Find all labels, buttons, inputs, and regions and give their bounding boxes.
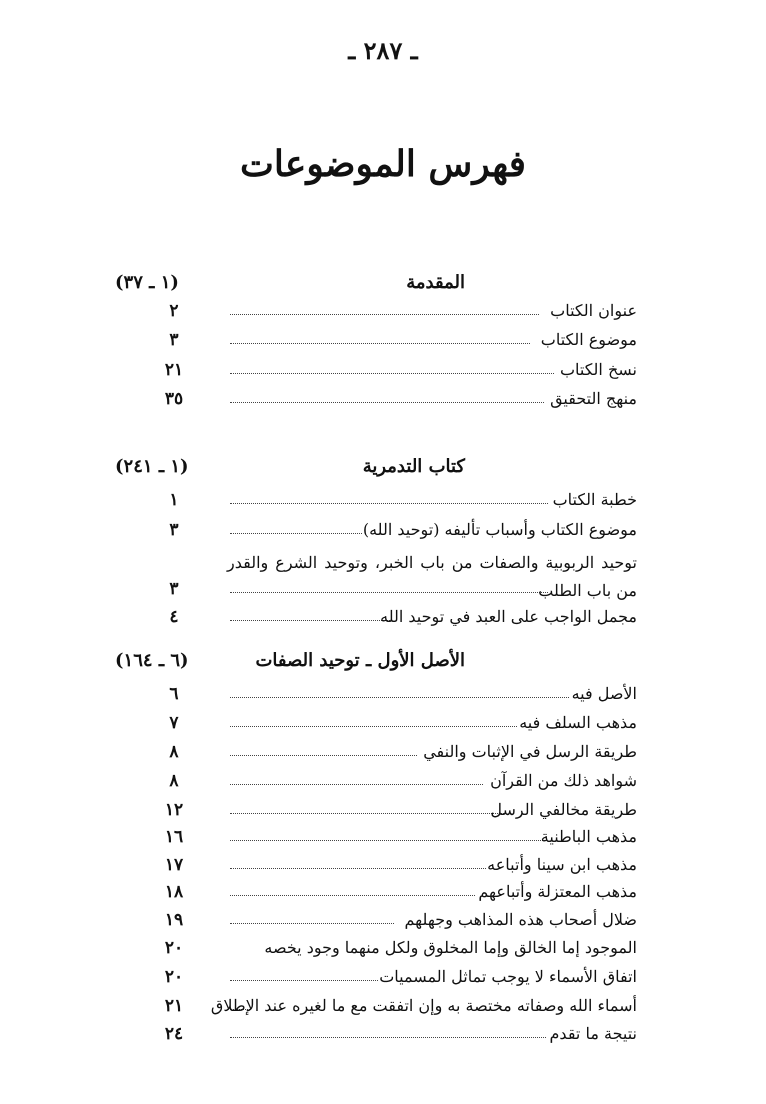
toc-entry[interactable] [150,771,637,795]
toc-entry[interactable] [150,684,637,708]
entry-page-number: ٣٥ [164,389,184,409]
toc-entry[interactable] [150,360,637,384]
dot-leader [230,697,569,698]
entry-page-number: ١٧ [164,855,184,875]
dot-leader [230,840,545,841]
entry-title: شواهد ذلك من القرآن [490,771,637,790]
toc-entry[interactable] [150,910,637,934]
dot-leader [230,402,544,403]
toc-entry[interactable] [150,713,637,737]
entry-title: نتيجة ما تقدم [549,1024,637,1043]
dot-leader [230,373,554,374]
entry-page-number: ٧ [169,713,179,733]
dot-leader [230,343,530,344]
entry-page-number: ٨ [169,771,179,791]
toc-entry[interactable] [150,607,637,631]
section-heading-introduction [115,272,465,302]
dot-leader [230,314,539,315]
entry-page-number: ٢٤ [164,1024,184,1044]
toc-entry[interactable] [150,1024,637,1048]
section-page-range: (١ ـ ٣٧) [115,272,179,293]
dot-leader [230,755,417,756]
section-title: كتاب التدمرية [362,456,465,477]
entry-title: موضوع الكتاب [540,330,637,349]
entry-page-number: ٢٠ [164,938,184,958]
entry-page-number: ١ [169,490,179,510]
toc-entry[interactable] [150,549,637,605]
entry-page-number: ١٢ [164,800,184,820]
dot-leader [230,533,362,534]
entry-page-number: ٦ [169,684,179,704]
entry-title: أسماء الله وصفاته مختصة به وإن اتفقت مع ما لغيره عند الإطلاق [210,996,637,1015]
entry-title: موضوع الكتاب وأسباب تأليفه (توحيد الله) [362,520,637,539]
dot-leader [230,868,486,869]
section-heading-tadmuriyya [115,456,465,486]
entry-title: ضلال أصحاب هذه المذاهب وجهلهم [404,910,637,929]
dot-leader [230,980,378,981]
page-number: ـ ٢٨٧ ـ [348,36,418,65]
entry-title: الأصل فيه [571,684,637,703]
entry-title: توحيد الربوبية والصفات من باب الخبر، وتوحيد الشرع والقدر من باب الطلب [227,553,637,600]
entry-page-number: ٢١ [164,996,184,1016]
dot-leader [230,1037,546,1038]
section-heading-first-principle [115,650,465,680]
section-page-range: (٦ ـ ١٦٤) [115,650,189,671]
entry-title: منهج التحقيق [550,389,637,408]
entry-title: خطبة الكتاب [552,490,637,509]
entry-title: طريقة الرسل في الإثبات والنفي [423,742,637,761]
entry-page-number: ٢٠ [164,967,184,987]
toc-entry[interactable] [150,520,637,544]
entry-page-number: ٢ [169,301,179,321]
toc-entry[interactable] [150,827,637,851]
section-page-range: (١ ـ ٢٤١) [115,456,189,477]
toc-entry[interactable] [150,882,637,906]
toc-entry[interactable] [150,855,637,879]
dot-leader [230,813,506,814]
dot-leader [230,726,517,727]
entry-title: مجمل الواجب على العبد في توحيد الله [380,607,637,626]
entry-title: عنوان الكتاب [550,301,637,320]
entry-page-number: ٨ [169,742,179,762]
toc-entry[interactable] [150,389,637,413]
dot-leader [230,895,475,896]
dot-leader [230,784,483,785]
toc-entry[interactable] [150,996,637,1020]
dot-leader [230,923,394,924]
entry-title: مذهب المعتزلة وأتباعهم [478,882,637,901]
entry-page-number: ٣ [169,579,179,599]
section-title: المقدمة [406,272,465,293]
entry-title: مذهب ابن سينا وأتباعه [487,855,637,874]
page-title: فهرس الموضوعات [239,143,527,185]
entry-title: اتفاق الأسماء لا يوجب تماثل المسميات [379,967,637,986]
toc-entry[interactable] [150,490,637,514]
toc-entry[interactable] [150,330,637,354]
toc-entry[interactable] [150,800,637,824]
section-title: الأصل الأول ـ توحيد الصفات [255,650,465,671]
entry-page-number: ٤ [169,607,179,627]
toc-entry[interactable] [150,938,637,962]
entry-title: الموجود إما الخالق وإما المخلوق ولكل منهما وجود يخصه [264,938,637,957]
entry-title: نسخ الكتاب [559,360,637,379]
entry-page-number: ١٨ [164,882,184,902]
dot-leader [230,503,548,504]
dot-leader [230,620,390,621]
entry-page-number: ٣ [169,520,179,540]
entry-page-number: ٢١ [164,360,184,380]
entry-page-number: ١٩ [164,910,184,930]
entry-page-number: ٣ [169,330,179,350]
entry-title: مذهب الباطنية [540,827,637,846]
toc-entry[interactable] [150,301,637,325]
entry-title: مذهب السلف فيه [519,713,637,732]
toc-entry[interactable] [150,967,637,991]
toc-entry[interactable] [150,742,637,766]
entry-title: طريقة مخالفي الرسل [490,800,637,819]
entry-page-number: ١٦ [164,827,184,847]
